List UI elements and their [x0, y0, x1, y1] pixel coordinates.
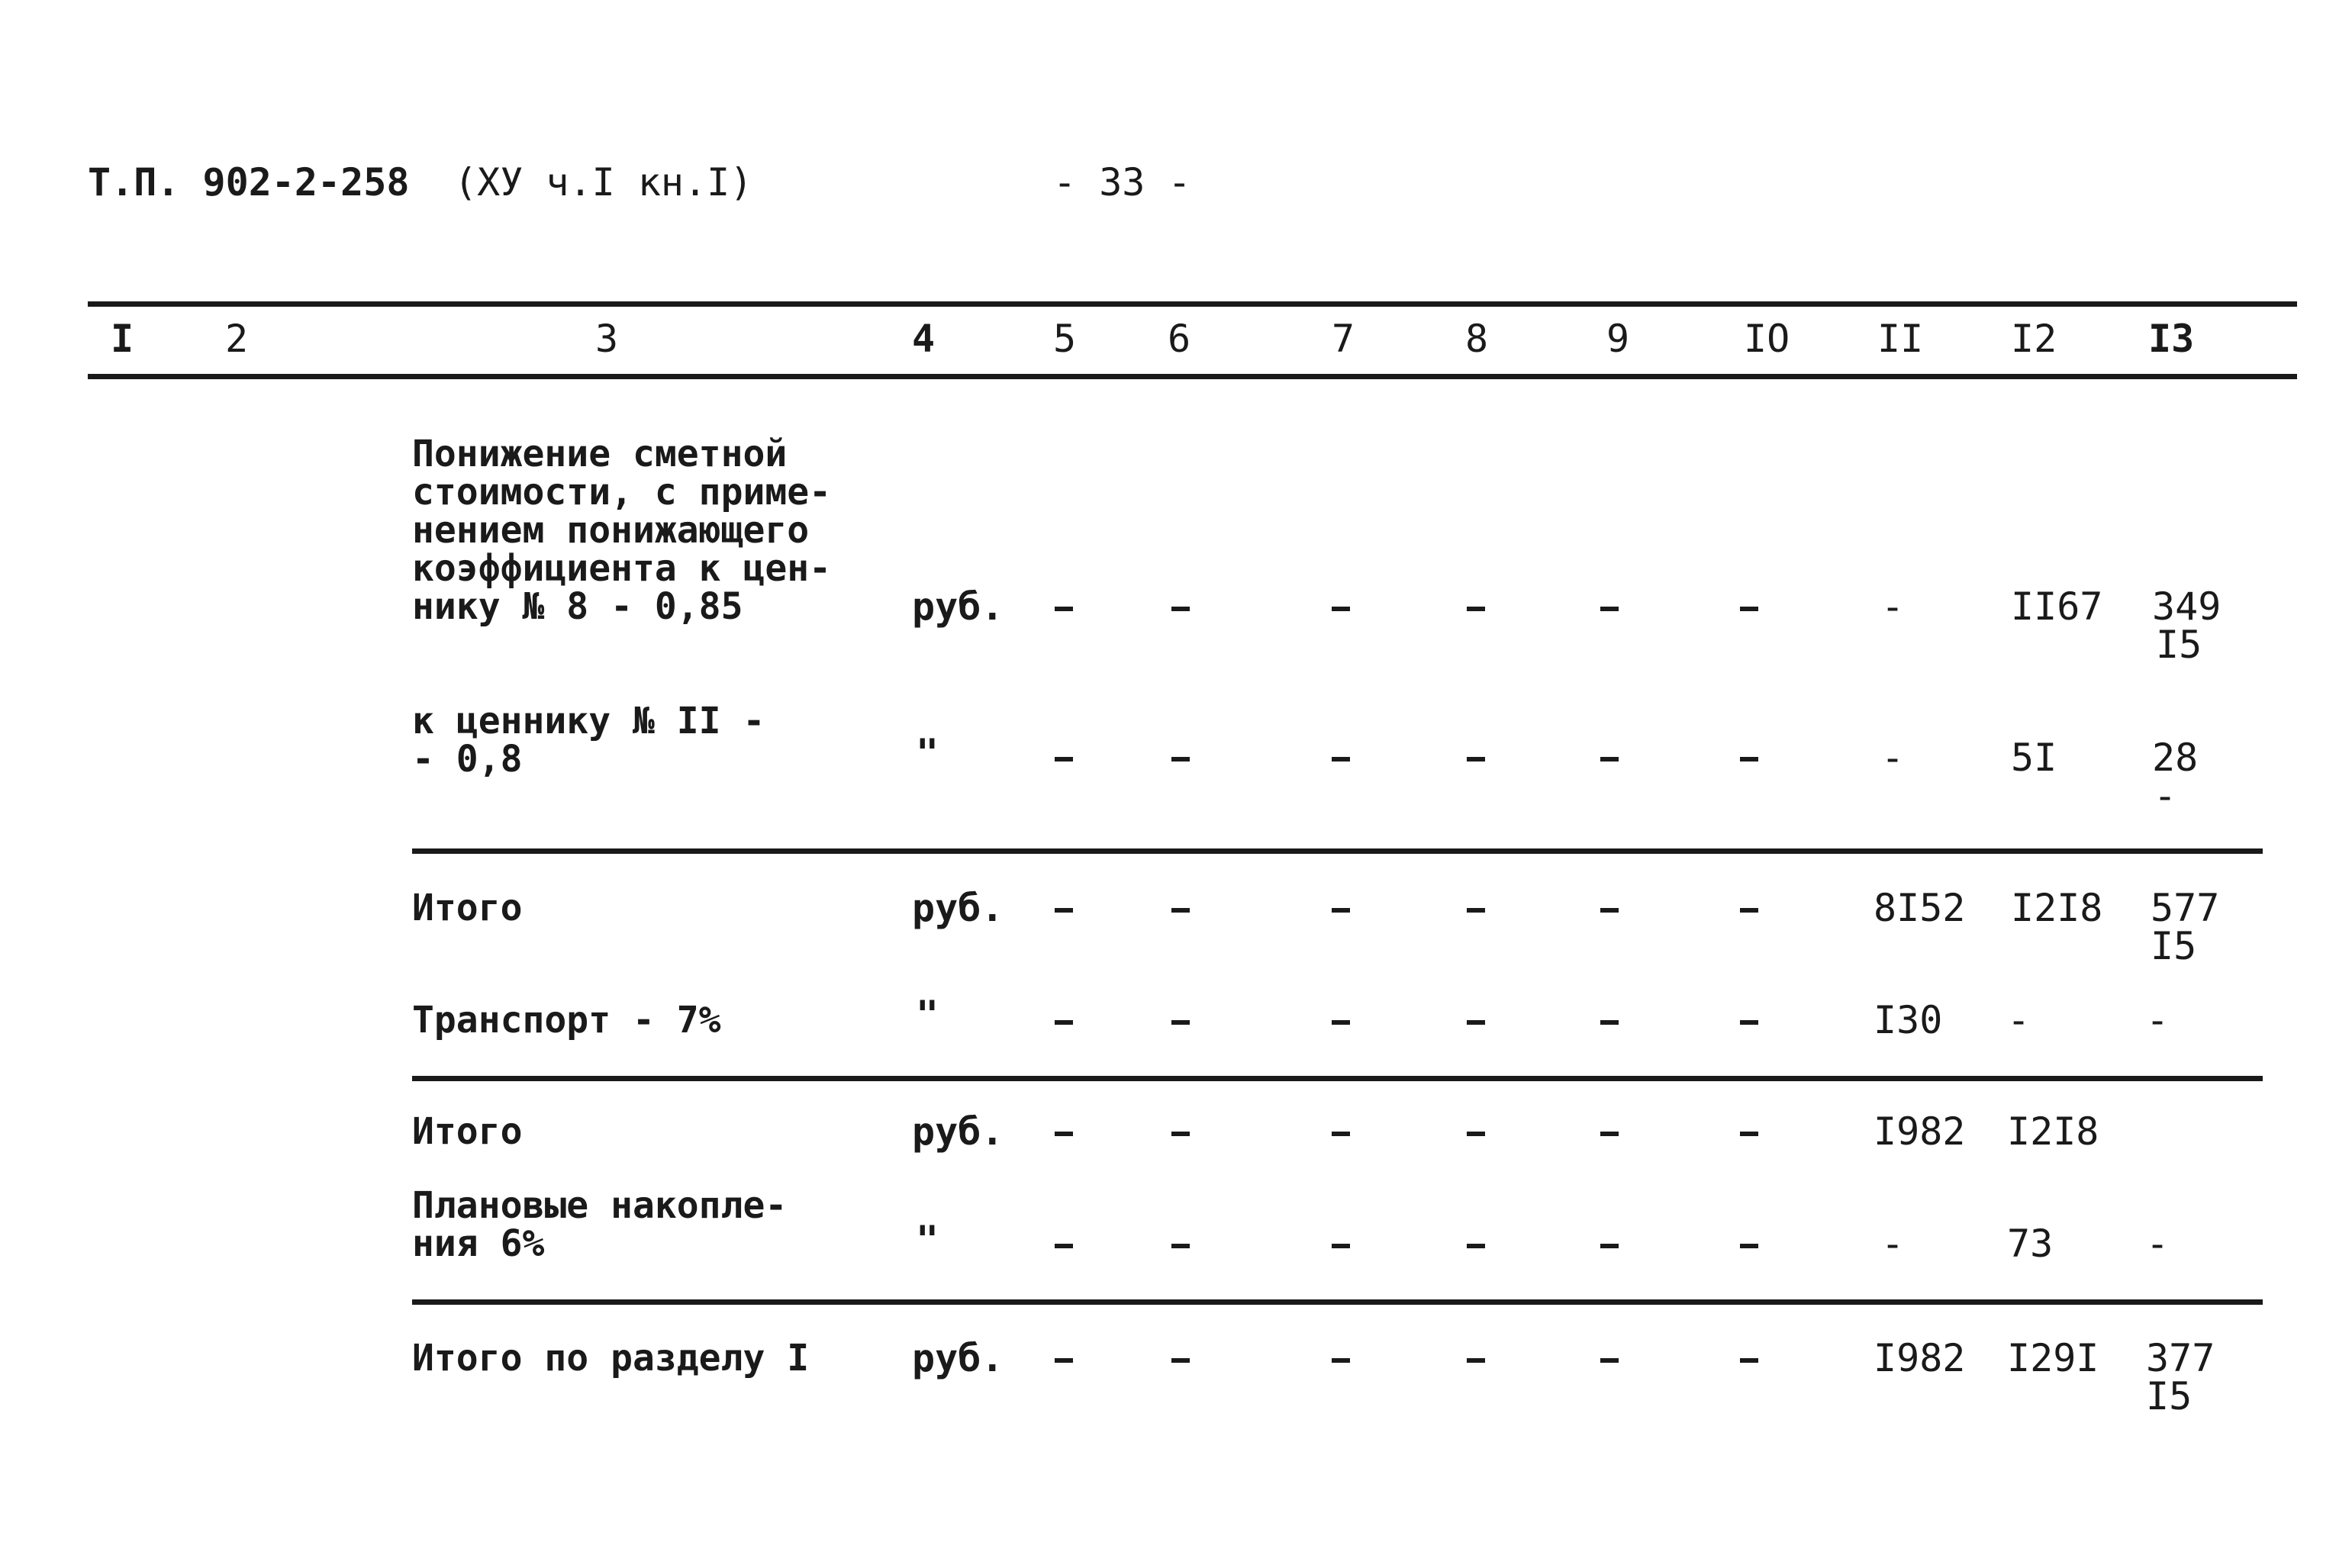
empty-cell-dash	[1740, 1358, 1758, 1363]
row-unit: руб.	[912, 886, 1004, 930]
row-description: Транспорт - 7%	[412, 999, 721, 1042]
row-description: Плановые накопле- ния 6%	[412, 1184, 788, 1265]
row-col13-top: 377	[2146, 1336, 2215, 1380]
empty-cell-dash	[1055, 908, 1073, 913]
empty-cell-dash	[1332, 607, 1350, 611]
empty-cell-dash	[1467, 607, 1485, 611]
row-col12: 73	[2007, 1222, 2054, 1266]
column-number-1: I	[111, 317, 134, 361]
empty-cell-dash	[1055, 1132, 1073, 1136]
empty-cell-dash	[1467, 908, 1485, 913]
row-col12: I2I8	[2011, 886, 2103, 930]
row-description: к ценнику № II - - 0,8	[412, 700, 765, 781]
row-unit: "	[916, 1218, 939, 1262]
row-unit: руб.	[912, 1109, 1004, 1154]
empty-cell-dash	[1467, 1244, 1485, 1248]
page-number: - 33 -	[1053, 160, 1191, 204]
empty-cell-dash	[1600, 1132, 1619, 1136]
empty-cell-dash	[1332, 908, 1350, 913]
empty-cell-dash	[1740, 757, 1758, 761]
empty-cell-dash	[1600, 607, 1619, 611]
row-col13-bottom: I5	[2151, 924, 2197, 968]
column-number-9: 9	[1606, 317, 1630, 361]
column-number-7: 7	[1332, 317, 1355, 361]
empty-cell-dash	[1055, 1244, 1073, 1248]
document-volume: (ХУ ч.I кн.I)	[454, 160, 753, 204]
column-number-12: I2	[2011, 317, 2057, 361]
empty-cell-dash	[1467, 1020, 1485, 1025]
empty-cell-dash	[1332, 1244, 1350, 1248]
row-col13-bottom: I5	[2156, 623, 2202, 667]
row-col13-top: 28	[2152, 736, 2199, 780]
column-number-4: 4	[912, 317, 936, 361]
empty-cell-dash	[1740, 908, 1758, 913]
empty-cell-dash	[1055, 1020, 1073, 1025]
empty-cell-dash	[1171, 607, 1190, 611]
empty-cell-dash	[1740, 607, 1758, 611]
empty-cell-dash	[1600, 1358, 1619, 1363]
row-unit: руб.	[912, 584, 1004, 629]
row-col11: 8I52	[1874, 886, 1966, 930]
row-col11: I30	[1874, 998, 1943, 1042]
row-col12: -	[2007, 998, 2031, 1042]
section-rule	[412, 848, 2263, 854]
column-number-8: 8	[1465, 317, 1489, 361]
empty-cell-dash	[1171, 908, 1190, 913]
row-description: Итого	[412, 887, 523, 929]
row-unit: "	[916, 731, 939, 775]
row-col11: I982	[1874, 1336, 1966, 1380]
empty-cell-dash	[1055, 1358, 1073, 1363]
row-unit: руб.	[912, 1336, 1004, 1380]
empty-cell-dash	[1740, 1020, 1758, 1025]
empty-cell-dash	[1332, 1020, 1350, 1025]
column-number-11: II	[1877, 317, 1924, 361]
row-col12: I29I	[2007, 1336, 2099, 1380]
row-col11: -	[1881, 1222, 1905, 1266]
column-number-13: I3	[2148, 317, 2195, 361]
column-number-6: 6	[1168, 317, 1191, 361]
row-col13-top: -	[2146, 998, 2170, 1042]
row-col13-bottom: -	[2154, 774, 2177, 818]
column-number-10: IO	[1744, 317, 1790, 361]
row-col13-top: -	[2146, 1222, 2170, 1266]
empty-cell-dash	[1740, 1244, 1758, 1248]
empty-cell-dash	[1332, 1132, 1350, 1136]
empty-cell-dash	[1740, 1132, 1758, 1136]
empty-cell-dash	[1332, 1358, 1350, 1363]
empty-cell-dash	[1467, 757, 1485, 761]
row-col11: -	[1881, 736, 1905, 780]
empty-cell-dash	[1171, 1358, 1190, 1363]
row-description: Понижение сметной стоимости, с приме- нением понижающего коэффициента к цен- нику № 8 - 0,85	[412, 433, 832, 628]
section-rule	[412, 1076, 2263, 1081]
empty-cell-dash	[1600, 1244, 1619, 1248]
column-number-3: 3	[595, 317, 619, 361]
empty-cell-dash	[1171, 757, 1190, 761]
empty-cell-dash	[1467, 1132, 1485, 1136]
table-top-rule	[88, 301, 2297, 307]
empty-cell-dash	[1600, 757, 1619, 761]
section-rule	[412, 1299, 2263, 1305]
row-description: Итого	[412, 1110, 523, 1153]
empty-cell-dash	[1600, 1020, 1619, 1025]
column-header-bottom-rule	[88, 374, 2297, 379]
empty-cell-dash	[1055, 607, 1073, 611]
row-col12: I2I8	[2007, 1109, 2099, 1154]
row-col13-top: 349	[2152, 584, 2222, 629]
row-col13-bottom: I5	[2146, 1374, 2193, 1418]
row-col12: II67	[2011, 584, 2103, 629]
row-col11: -	[1881, 584, 1905, 629]
row-unit: "	[916, 993, 939, 1037]
empty-cell-dash	[1600, 908, 1619, 913]
row-col11: I982	[1874, 1109, 1966, 1154]
row-col12: 5I	[2011, 736, 2057, 780]
row-description: Итого по разделу I	[412, 1337, 810, 1380]
empty-cell-dash	[1467, 1358, 1485, 1363]
column-number-2: 2	[225, 317, 249, 361]
document-code: Т.П. 902-2-258	[88, 160, 410, 204]
empty-cell-dash	[1171, 1020, 1190, 1025]
row-col13-top: 577	[2151, 886, 2220, 930]
empty-cell-dash	[1055, 757, 1073, 761]
empty-cell-dash	[1332, 757, 1350, 761]
column-number-5: 5	[1053, 317, 1077, 361]
empty-cell-dash	[1171, 1132, 1190, 1136]
empty-cell-dash	[1171, 1244, 1190, 1248]
